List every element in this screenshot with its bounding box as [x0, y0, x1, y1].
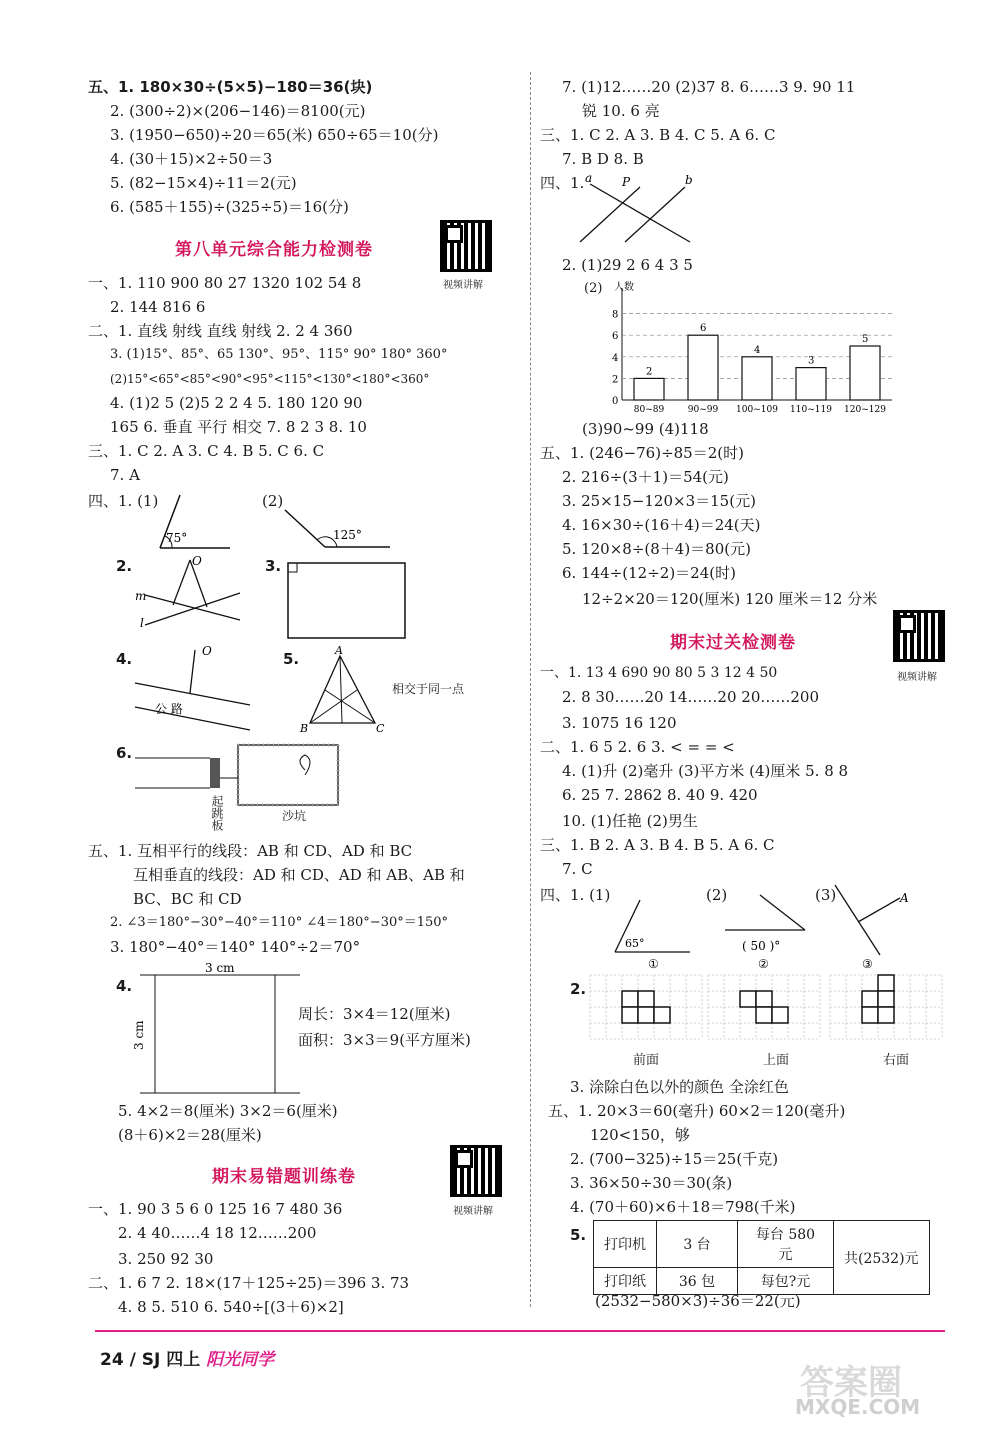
svg-text:b: b: [685, 173, 693, 187]
svg-text:B: B: [300, 722, 309, 735]
question-number: 2.: [570, 980, 587, 998]
y-tick-label: 0: [612, 396, 619, 407]
view-cell: [772, 1007, 788, 1023]
table-cell: 打印机: [594, 1221, 657, 1268]
road-figure: [130, 645, 260, 735]
answer-line: 4. (1)2 5 (2)5 2 2 4 5. 180 120 90: [110, 394, 363, 412]
question-number: 2.: [116, 557, 133, 575]
answer-line: 10. (1)任艳 (2)男生: [562, 812, 698, 830]
answer-line: 3. (1)15°、85°、65 130°、95°、115° 90° 180° 360°: [110, 347, 448, 362]
answer-line: (2532−580×3)÷36＝22(元): [595, 1292, 801, 1310]
svg-text:②: ②: [758, 957, 769, 971]
footer-rule: [95, 1330, 945, 1332]
chart-label: (2): [584, 281, 603, 296]
watermark-url: MXQE.COM: [795, 1395, 921, 1419]
view-cell: [622, 991, 638, 1007]
svg-text:( 50 )°: ( 50 )°: [742, 939, 781, 953]
qr-label: 视频讲解: [443, 280, 483, 291]
section-title: 期末过关检测卷: [670, 633, 796, 653]
answer-line: 2. (1)29 2 6 4 3 5: [562, 256, 693, 274]
answer-line: 2. 144 816 6: [110, 298, 206, 316]
angle-figure-125: [275, 505, 395, 550]
table-cell: 共(2532)元: [834, 1221, 930, 1295]
section-title: 期末易错题训练卷: [212, 1167, 356, 1187]
angle-figure-65: [610, 895, 700, 970]
section-title: 第八单元综合能力检测卷: [175, 240, 373, 260]
answer-line: 3. 涂除白色以外的颜色 全涂红色: [570, 1078, 789, 1096]
answer-line: 五、1. 180×30÷(5×5)−180＝36(块): [88, 78, 373, 96]
answer-line: 2. (700−325)÷15＝25(千克): [570, 1150, 779, 1168]
svg-text:65°: 65°: [625, 937, 645, 950]
y-tick-label: 4: [612, 352, 619, 364]
bar: [850, 346, 880, 400]
page-number: 24 / SJ 四上: [100, 1350, 201, 1370]
x-tick-label: 100~109: [736, 405, 778, 415]
qr-label: 视频讲解: [897, 672, 937, 683]
brand-logo: 阳光同学: [206, 1350, 275, 1370]
answer-line: 面积：3×3＝9(平方厘米): [298, 1031, 471, 1049]
answer-line: 5. 4×2＝8(厘米) 3×2＝6(厘米): [118, 1102, 338, 1120]
answer-line: (3)90~99 (4)118: [582, 420, 709, 438]
answer-line: 锐 10. 6 亮: [582, 102, 660, 120]
column-divider: [530, 72, 531, 1307]
answer-line: 二、1. 6 5 2. 6 3. < = = <: [540, 738, 735, 756]
view-cell: [654, 1007, 670, 1023]
view-cell: [756, 1007, 772, 1023]
answer-line: 五、1. (246−76)÷85＝2(时): [540, 444, 744, 462]
figure-note: 起跳板: [210, 795, 224, 831]
answer-line: 3. 180°−40°＝140° 140°÷2＝70°: [110, 938, 361, 956]
figure-note: 相交于同一点: [392, 682, 465, 696]
bar: [688, 335, 718, 400]
table-cell: 打印纸: [594, 1268, 657, 1295]
answer-line: 7. A: [110, 466, 140, 484]
answer-line: 二、1. 6 7 2. 18×(17＋125÷25)＝396 3. 73: [88, 1274, 410, 1292]
rectangle-figure: [285, 560, 410, 640]
perpendicular-figure: [135, 554, 250, 630]
svg-text:3 cm: 3 cm: [132, 1020, 146, 1050]
answer-line: 2. 8 30……20 14……20 20……200: [562, 688, 819, 706]
triangle-figure: [300, 644, 390, 735]
answer-line: 五、1. 20×3＝60(毫升) 60×2＝120(毫升): [548, 1102, 846, 1120]
question-number: 5.: [570, 1226, 587, 1244]
x-tick-label: 110~119: [790, 405, 832, 415]
bar-chart: [600, 282, 900, 415]
qr-code-icon[interactable]: [893, 610, 945, 662]
answer-line: 4. (1)升 (2)毫升 (3)平方米 (4)厘米 5. 8 8: [562, 762, 849, 780]
svg-text:a: a: [585, 171, 593, 185]
table-cell: 36 包: [657, 1268, 738, 1295]
answer-line: 一、1. 13 4 690 90 80 5 3 12 4 50: [540, 665, 778, 681]
view-cell: [862, 991, 878, 1007]
svg-text:③: ③: [862, 957, 873, 971]
answer-line: 三、1. C 2. A 3. B 4. C 5. A 6. C: [540, 126, 776, 144]
answer-line: (2)15°<65°<85°<90°<95°<115°<130°<180°<360°: [110, 372, 430, 386]
bar: [742, 357, 772, 400]
view-cell: [638, 991, 654, 1007]
qr-label: 视频讲解: [453, 1206, 493, 1217]
y-tick-label: 6: [612, 331, 619, 343]
svg-text:P: P: [622, 175, 631, 189]
view-cell: [756, 991, 772, 1007]
bar: [634, 378, 664, 400]
answer-line: 一、1. 110 900 80 27 1320 102 54 8: [88, 274, 362, 292]
answer-line: 4. 8 5. 510 6. 540÷[(3＋6)×2]: [118, 1298, 344, 1316]
answer-line: 周长：3×4＝12(厘米): [298, 1005, 451, 1023]
view-cell: [638, 1007, 654, 1023]
answer-line: (8＋6)×2＝28(厘米): [118, 1126, 262, 1144]
view-label: 前面: [633, 1053, 660, 1068]
three-views-figure: [590, 975, 940, 1045]
answer-line: 二、1. 直线 射线 直线 射线 2. 2 4 360: [88, 322, 353, 340]
figure-label: (2): [262, 492, 284, 510]
svg-text:125°: 125°: [333, 528, 362, 542]
page-footer: [100, 1345, 274, 1370]
figure-label: (2): [706, 886, 728, 904]
view-label: 上面: [763, 1053, 790, 1068]
answer-line: 120<150，够: [590, 1126, 690, 1144]
view-cell: [740, 991, 756, 1007]
question-number: 3.: [265, 557, 282, 575]
answer-line: 3. (1950−650)÷20＝65(米) 650÷65＝10(分): [110, 126, 439, 144]
svg-text:C: C: [376, 722, 385, 735]
svg-text:75°: 75°: [166, 531, 188, 545]
answer-line: 四、1. (1): [88, 492, 159, 510]
svg-text:O: O: [192, 554, 202, 568]
angle-figure-75: [150, 490, 250, 550]
view-cell: [878, 1007, 894, 1023]
svg-text:m: m: [135, 589, 147, 603]
view-cell: [862, 1007, 878, 1023]
x-tick-label: 90~99: [687, 405, 719, 415]
figure-note: 沙坑: [282, 809, 307, 823]
answer-line: 6. 25 7. 2862 8. 40 9. 420: [562, 786, 758, 804]
answer-line: 4. (70＋60)×6＋18＝798(千米): [570, 1198, 796, 1216]
answer-line: 7. B D 8. B: [562, 150, 644, 168]
answer-line: 3. 1075 16 120: [562, 714, 677, 732]
x-tick-label: 80~89: [633, 405, 665, 415]
answer-line: 2. (300÷2)×(206−146)＝8100(元): [110, 102, 366, 120]
bar-value-label: 6: [700, 323, 707, 335]
answer-line: 4. 16×30÷(16＋4)＝24(天): [562, 516, 761, 534]
answer-line: 3. 25×15−120×3＝15(元): [562, 492, 756, 510]
y-tick-label: 8: [612, 309, 619, 321]
square-figure: [132, 960, 305, 1095]
sandpit-figure: [135, 740, 345, 810]
figure-label: (3): [815, 886, 837, 904]
answer-line: 6. (585＋155)÷(325÷5)＝16(分): [110, 198, 349, 216]
answer-line: 2. ∠3＝180°−30°−40°＝110° ∠4＝180°−30°＝150°: [110, 915, 449, 930]
answer-line: 5. (82−15×4)÷11＝2(元): [110, 174, 297, 192]
y-axis-label: 人数: [614, 282, 634, 293]
answer-line: 四、1.: [540, 174, 585, 192]
table-cell: 每台 580 元: [738, 1221, 834, 1268]
bar-value-label: 2: [646, 366, 653, 378]
parallel-lines-figure: [575, 172, 705, 247]
answer-line: 4. (30＋15)×2÷50＝3: [110, 150, 273, 168]
view-label: 右面: [883, 1053, 910, 1068]
cost-table: [593, 1220, 930, 1295]
view-cell: [878, 991, 894, 1007]
bar: [796, 368, 826, 400]
table-cell: 每包?元: [738, 1268, 834, 1295]
angle-figure-50: [720, 895, 820, 970]
question-number: 6.: [116, 744, 133, 762]
svg-text:O: O: [202, 644, 212, 658]
svg-text:公 路: 公 路: [155, 702, 183, 716]
answer-line: 7. C: [562, 860, 593, 878]
answer-line: 7. (1)12……20 (2)37 8. 6……3 9. 90 11: [562, 78, 856, 96]
view-cell: [622, 1007, 638, 1023]
bar-value-label: 4: [754, 344, 761, 356]
answer-line: 5. 120×8÷(8＋4)＝80(元): [562, 540, 751, 558]
table-cell: 3 台: [657, 1221, 738, 1268]
table-row: [594, 1221, 930, 1268]
question-number: 4.: [116, 977, 133, 995]
answer-line: 3. 250 92 30: [118, 1250, 214, 1268]
question-number: 5.: [283, 650, 300, 668]
view-cell: [878, 975, 894, 991]
answer-line: 五、1. 互相平行的线段：AB 和 CD、AD 和 BC: [88, 842, 413, 860]
answer-line: 四、1. (1): [540, 886, 611, 904]
qr-code-icon[interactable]: [450, 1145, 502, 1197]
bar-value-label: 5: [862, 334, 869, 345]
x-tick-label: 120~129: [844, 405, 886, 415]
svg-text:①: ①: [648, 957, 659, 971]
watermark-logo: 答案圈: [800, 1363, 902, 1403]
svg-text:A: A: [900, 891, 909, 905]
answer-line: 3. 36×50÷30＝30(条): [570, 1174, 733, 1192]
answer-line: BC、BC 和 CD: [133, 890, 242, 908]
bar-value-label: 3: [808, 355, 815, 367]
answer-line: 12÷2×20＝120(厘米) 120 厘米＝12 分米: [582, 590, 878, 608]
answer-line: 互相垂直的线段：AD 和 CD、AD 和 AB、AB 和: [133, 866, 465, 884]
answer-line: 165 6. 垂直 平行 相交 7. 8 2 3 8. 10: [110, 418, 367, 436]
svg-text:l: l: [140, 616, 144, 630]
svg-text:A: A: [335, 644, 343, 657]
y-tick-label: 2: [612, 374, 619, 386]
answer-line: 2. 216÷(3＋1)＝54(元): [562, 468, 729, 486]
qr-code-icon[interactable]: [440, 220, 492, 272]
perpendicular-figure-A: [830, 880, 920, 970]
answer-line: 三、1. C 2. A 3. C 4. B 5. C 6. C: [88, 442, 325, 460]
answer-line: 6. 144÷(12÷2)＝24(时): [562, 564, 736, 582]
svg-text:3 cm: 3 cm: [205, 961, 235, 975]
answer-line: 三、1. B 2. A 3. B 4. B 5. A 6. C: [540, 836, 775, 854]
answer-line: 一、1. 90 3 5 6 0 125 16 7 480 36: [88, 1200, 343, 1218]
answer-line: 2. 4 40……4 18 12……200: [118, 1224, 317, 1242]
question-number: 4.: [116, 650, 133, 668]
